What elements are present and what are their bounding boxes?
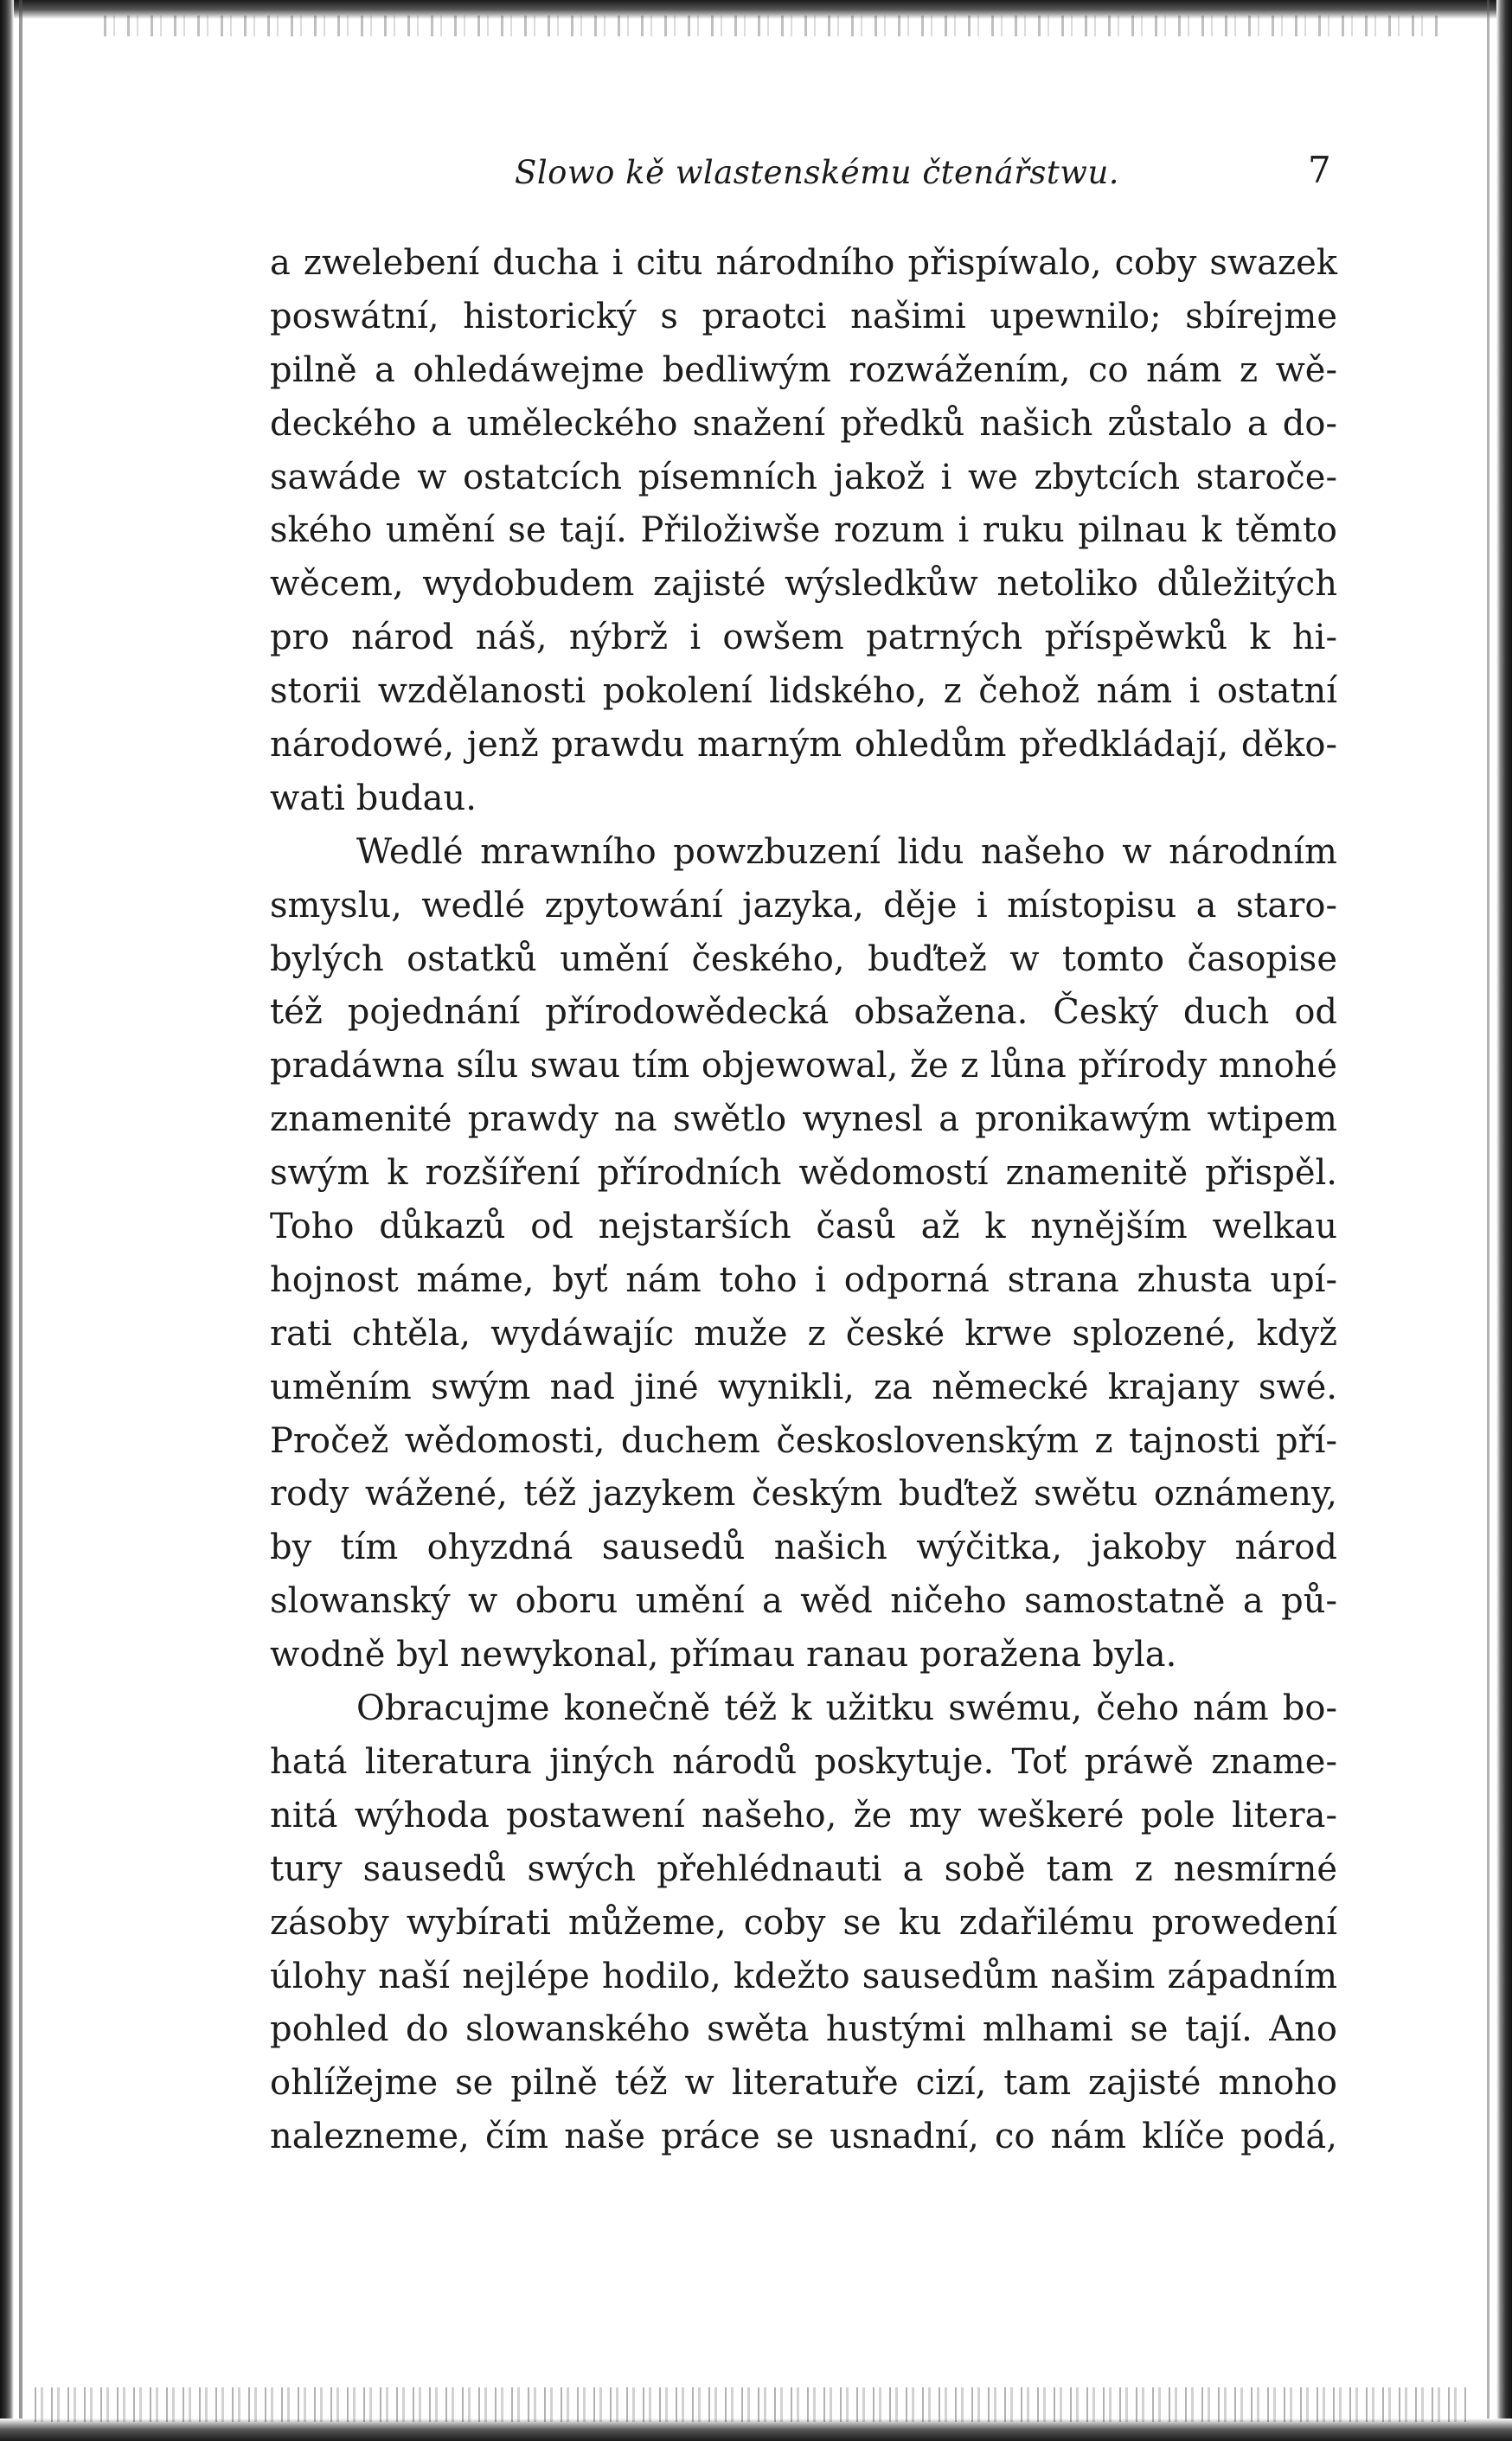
text-line: ského umění se tají. Přiložiwše rozum i ruku pilnau k těmto xyxy=(270,510,1337,551)
scan-edge-left xyxy=(0,0,14,2441)
text-line: Wedlé mrawního powzbuzení lidu našeho w národním xyxy=(356,831,1337,872)
text-line: a zwelebení ducha i citu národního přispíwalo, coby swazek xyxy=(270,243,1337,283)
text-line: poswátní, historický s praotci našimi upewnilo; sbírejme xyxy=(270,296,1337,336)
text-line: uměním swým nad jiné wynikli, za německé krajany swé. xyxy=(270,1367,1337,1407)
text-line: Pročež wědomosti, duchem československým z tajnosti pří- xyxy=(270,1420,1337,1461)
text-line: wodně byl newykonal, přímau ranau poražena byla. xyxy=(270,1635,1177,1675)
scan-edge-left-line xyxy=(19,0,22,2441)
scan-noise-top xyxy=(104,16,1445,36)
text-line: sawáde w ostatcích písemních jakož i we zbytcích staroče- xyxy=(270,457,1337,497)
text-line: bylých ostatků umění českého, buďtež w tomto časopise xyxy=(270,939,1337,979)
text-line: ohlížejme se pilně též w literatuře cizí, tam zajisté mnoho xyxy=(270,2063,1337,2104)
text-line: rati chtěla, wydáwajíc muže z české krwe splozené, když xyxy=(270,1313,1337,1354)
text-line: rody wážené, též jazykem českým buďtež swětu oznámeny, xyxy=(270,1474,1337,1515)
text-line: zásoby wybírati můžeme, coby se ku zdařilému prowedení xyxy=(270,1902,1337,1943)
text-line: Toho důkazů od nejstarších časů až k nynějším welkau xyxy=(270,1207,1337,1247)
text-line: nitá wýhoda postawení našeho, že my weškeré pole litera- xyxy=(270,1795,1337,1836)
text-line: tury sausedů swých přehlédnauti a sobě tam z nesmírné xyxy=(270,1848,1337,1889)
text-line: Obracujme konečně též k užitku swému, čeho nám bo- xyxy=(356,1688,1337,1729)
running-head: Slowo kě wlastenskému čtenářstwu. xyxy=(515,154,1120,191)
text-line: storii wzdělanosti pokolení lidského, z čehož nám i ostatní xyxy=(270,671,1337,712)
text-line: pohled do slowanského swěta hustými mlhami se tají. Ano xyxy=(270,2009,1337,2050)
text-line: úlohy naší nejlépe hodilo, kdežto sausedům našim západním xyxy=(270,1956,1337,1996)
text-line: smyslu, wedlé zpytowání jazyka, děje i místopisu a staro- xyxy=(270,885,1337,926)
text-line: pilně a ohledáwejme bedliwým rozwážením, co nám z wě- xyxy=(270,349,1337,390)
text-line: wati budau. xyxy=(270,778,477,818)
text-line: pradáwna sílu swau tím objewowal, že z lůna přírody mnohé xyxy=(270,1046,1337,1086)
text-line: wěcem, wydobudem zajisté wýsledkůw netoliko důležitých xyxy=(270,564,1337,605)
scan-edge-right xyxy=(1496,0,1512,2441)
text-line: by tím ohyzdná sausedů našich wýčitka, jakoby národ xyxy=(270,1528,1337,1568)
text-line: hojnost máme, byť nám toho i odporná strana zhusta upí- xyxy=(270,1259,1337,1300)
scan-edge-right-line xyxy=(1487,0,1490,2441)
text-line: swým k rozšíření přírodních wědomostí znamenitě přispěl. xyxy=(270,1153,1337,1194)
text-line: též pojednání přírodowědecká obsažena. Český duch od xyxy=(270,992,1337,1033)
text-line: pro národ náš, nýbrž i owšem patrných příspěwků k hi- xyxy=(270,618,1337,658)
text-line: deckého a uměleckého snažení předků našich zůstalo a do- xyxy=(270,403,1337,444)
text-line: národowé, jenž prawdu marným ohledům předkládají, děko- xyxy=(270,725,1337,766)
text-line: nalezneme, čím naše práce se usnadní, co nám klíče podá, xyxy=(270,2117,1337,2157)
page-number: 7 xyxy=(1308,149,1331,191)
scan-noise-bottom xyxy=(35,2387,1470,2422)
text-line: hatá literatura jiných národů poskytuje. Toť práwě zname- xyxy=(270,1741,1337,1782)
text-line: znamenité prawdy na swětlo wynesl a pronikawým wtipem xyxy=(270,1099,1337,1140)
body-text xyxy=(270,237,1337,2164)
text-line: slowanský w oboru umění a wěd ničeho samostatně a pů- xyxy=(270,1581,1337,1622)
